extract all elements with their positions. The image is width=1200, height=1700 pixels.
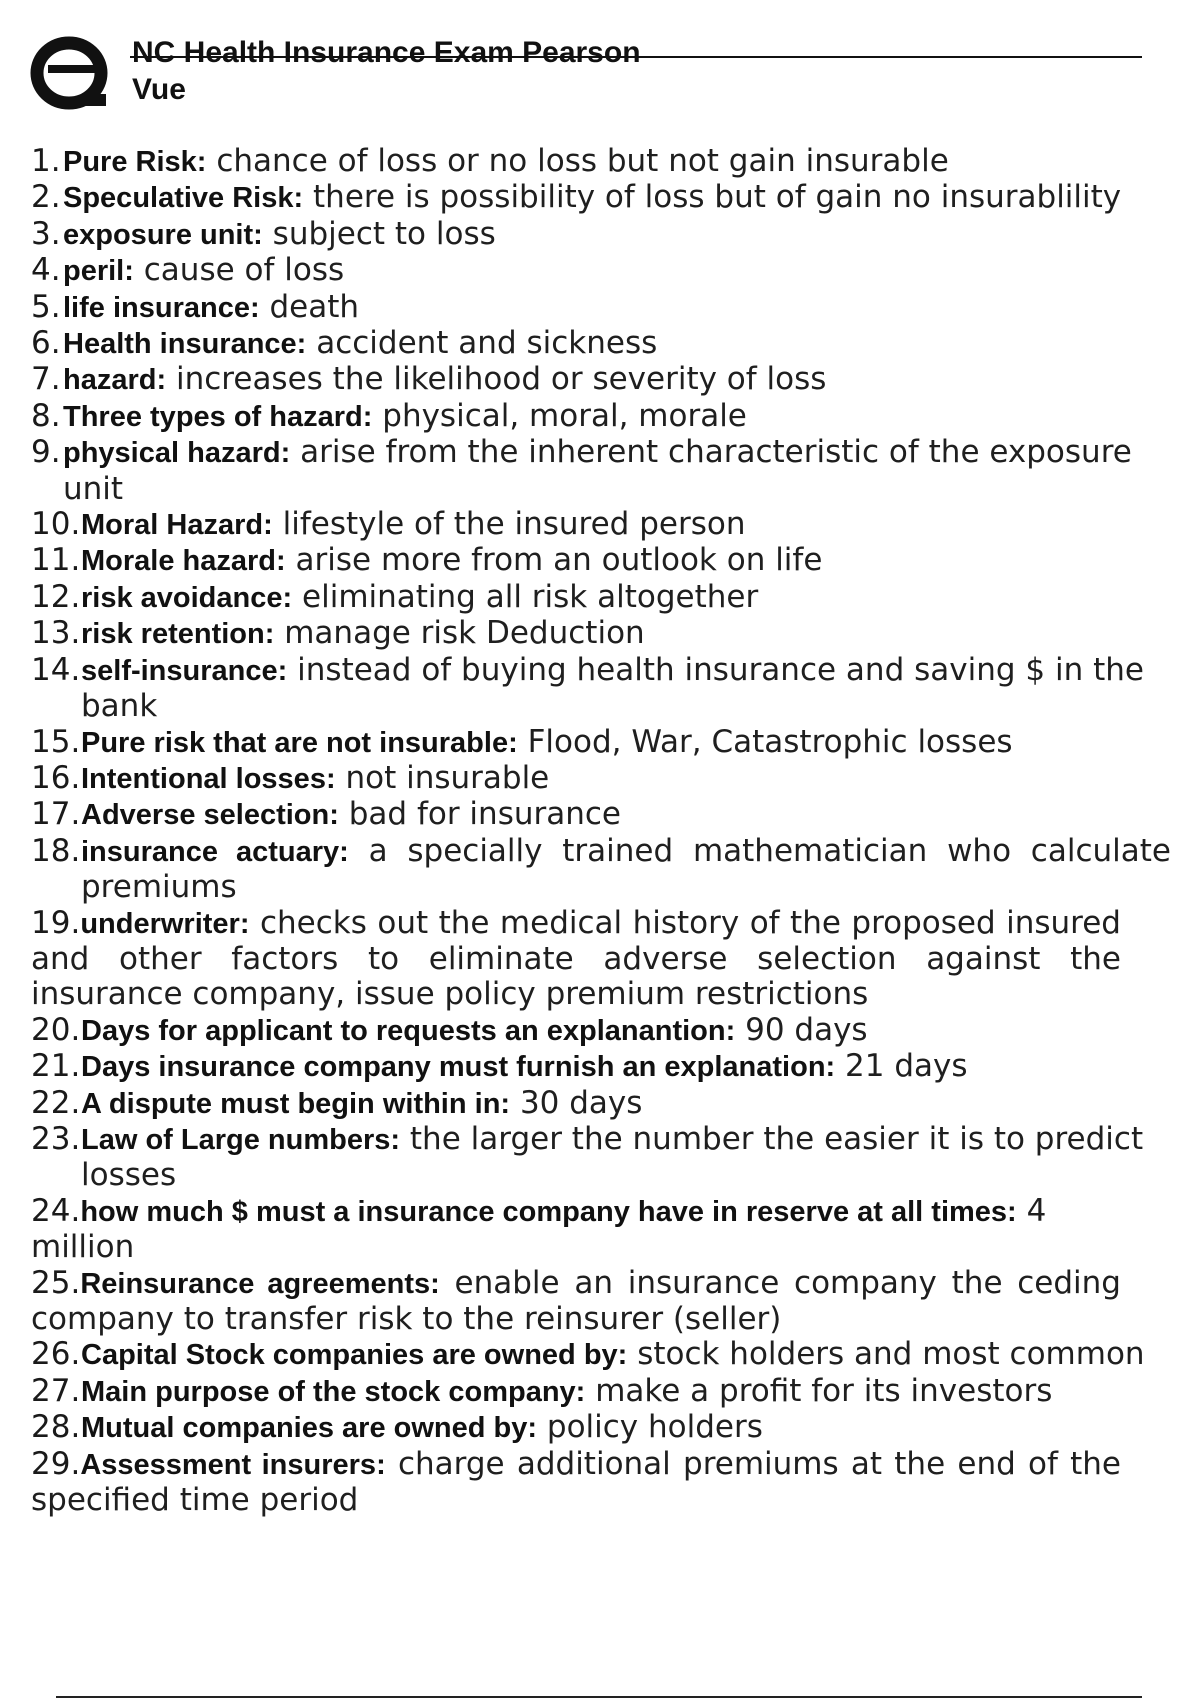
- list-item: [31, 1194, 1121, 1266]
- term: Days for applicant to requests an explanantion:: [81, 1014, 736, 1047]
- term: Speculative Risk:: [63, 182, 304, 215]
- definition: a specially trained mathematician who calculate premiums: [81, 832, 1171, 906]
- glossary-list: [31, 144, 1199, 1518]
- definition: make a profit for its investors: [595, 1372, 1053, 1409]
- term: Pure Risk:: [63, 146, 207, 178]
- term: Capital Stock companies are owned by:: [81, 1339, 628, 1372]
- item-number: 17.: [31, 796, 81, 833]
- list-item: [31, 834, 1171, 906]
- item-number: 28.: [31, 1409, 81, 1446]
- item-number: 20.: [31, 1011, 81, 1048]
- item-number: 5.: [31, 288, 61, 325]
- definition: there is possibility of loss but of gain no insurablility: [313, 179, 1122, 216]
- term: Law of Large numbers:: [81, 1123, 401, 1156]
- item-number: 21.: [31, 1048, 81, 1085]
- list-item: [31, 435, 1153, 507]
- definition: lifestyle of the insured person: [282, 506, 746, 543]
- footer-rule: [56, 1696, 1142, 1698]
- definition: policy holders: [546, 1409, 763, 1446]
- item-number: 13.: [31, 615, 81, 652]
- definition: checks out the medical history of the proposed insured and other factors to eliminate adverse selection against the insurance company, issue policy premium restrictions: [31, 904, 1121, 1013]
- definition: the larger the number the easier it is to predict losses: [81, 1120, 1144, 1194]
- document-title: NC Health Insurance Exam Pearson Vue: [132, 36, 641, 106]
- list-item: [31, 761, 1199, 797]
- logo-q-icon: [30, 34, 112, 114]
- definition: accident and sickness: [316, 325, 658, 362]
- definition: arise from the inherent characteristic of the exposure unit: [63, 434, 1132, 507]
- term: self-insurance:: [81, 654, 288, 687]
- item-number: 29.: [31, 1445, 81, 1482]
- definition: arise more from an outlook on life: [295, 542, 823, 579]
- item-number: 4.: [31, 252, 61, 289]
- list-item: [31, 1049, 1199, 1085]
- list-item: [31, 1266, 1121, 1338]
- list-item: [31, 1447, 1121, 1519]
- definition: subject to loss: [272, 215, 496, 252]
- definition: 4 million: [31, 1192, 1047, 1266]
- list-item: [31, 290, 1199, 326]
- definition: bad for insurance: [348, 796, 621, 833]
- list-item: [31, 580, 1199, 616]
- term: exposure unit:: [63, 218, 263, 251]
- term: life insurance:: [63, 291, 260, 324]
- term: Mutual companies are owned by:: [81, 1412, 538, 1445]
- definition: stock holders and most common: [637, 1336, 1145, 1373]
- definition: 30 days: [519, 1084, 643, 1121]
- term: Health insurance:: [63, 328, 307, 361]
- list-item: [31, 1410, 1199, 1446]
- list-item: [31, 906, 1121, 1013]
- list-item: [31, 507, 1199, 543]
- definition: death: [269, 288, 360, 325]
- definition: 21 days: [845, 1048, 968, 1085]
- list-item: [31, 180, 1199, 216]
- item-number: 25.: [31, 1264, 81, 1301]
- definition: increases the likelihood or severity of loss: [176, 361, 827, 398]
- item-number: 27.: [31, 1372, 81, 1409]
- list-item: [31, 797, 1199, 833]
- item-number: 6.: [31, 325, 61, 362]
- term: Morale hazard:: [81, 545, 286, 578]
- list-item: [31, 1374, 1199, 1410]
- item-number: 15.: [31, 723, 81, 760]
- term: physical hazard:: [63, 437, 291, 470]
- list-item: [31, 399, 1199, 435]
- definition: Flood, War, Catastrophic losses: [527, 723, 1013, 760]
- item-number: 1.: [31, 143, 61, 179]
- item-number: 23.: [31, 1120, 81, 1157]
- item-number: 7.: [31, 361, 61, 398]
- term: risk retention:: [81, 618, 275, 651]
- definition: physical, moral, morale: [382, 397, 747, 434]
- list-item: [31, 326, 1199, 362]
- list-item: [31, 616, 1199, 652]
- item-number: 12.: [31, 578, 81, 615]
- definition: chance of loss or no loss but not gain insurable: [216, 143, 949, 179]
- item-number: 24.: [31, 1192, 81, 1229]
- term: Pure risk that are not insurable:: [81, 726, 518, 759]
- definition: manage risk Deduction: [284, 615, 645, 652]
- definition: not insurable: [345, 759, 550, 796]
- definition: eliminating all risk altogether: [302, 578, 759, 615]
- list-item: [31, 725, 1199, 761]
- item-number: 26.: [31, 1336, 81, 1373]
- item-number: 11.: [31, 542, 81, 579]
- term: hazard:: [63, 364, 167, 397]
- term: A dispute must begin within in:: [81, 1087, 511, 1120]
- list-item: [31, 217, 1199, 253]
- term: how much $ must a insurance company have in reserve at all times:: [80, 1195, 1017, 1228]
- list-item: [31, 144, 1199, 180]
- list-item: [31, 543, 1199, 579]
- term: peril:: [63, 255, 134, 288]
- item-number: 3.: [31, 215, 61, 252]
- item-number: 19.: [31, 904, 81, 941]
- item-number: 18.: [31, 832, 81, 869]
- list-item: [31, 1122, 1171, 1194]
- term: Intentional losses:: [81, 762, 336, 795]
- item-number: 14.: [31, 651, 81, 688]
- term: Days insurance company must furnish an explanation:: [81, 1051, 836, 1084]
- term: Moral Hazard:: [81, 509, 273, 542]
- item-number: 2.: [31, 179, 61, 216]
- item-number: 22.: [31, 1084, 81, 1121]
- item-number: 8.: [31, 397, 61, 434]
- term: Adverse selection:: [81, 799, 339, 832]
- definition: cause of loss: [143, 252, 345, 289]
- document-header: [30, 30, 1142, 120]
- term: underwriter:: [80, 907, 250, 940]
- definition: enable an insurance company the ceding company to transfer risk to the reinsurer (seller): [31, 1264, 1121, 1337]
- list-item: [31, 1086, 1199, 1122]
- item-number: 9.: [31, 434, 61, 471]
- list-item: [31, 253, 1199, 289]
- term: Reinsurance agreements:: [80, 1267, 440, 1300]
- item-number: 10.: [31, 506, 81, 543]
- definition: charge additional premiums at the end of the specified time period: [31, 1445, 1122, 1519]
- list-item: [31, 362, 1199, 398]
- term: Main purpose of the stock company:: [81, 1375, 586, 1408]
- definition: 90 days: [745, 1011, 868, 1048]
- item-number: 16.: [31, 759, 81, 796]
- term: insurance actuary:: [81, 835, 349, 868]
- list-item: [31, 1013, 1199, 1049]
- list-item: [31, 653, 1171, 725]
- term: risk avoidance:: [81, 581, 293, 614]
- list-item: [31, 1337, 1171, 1373]
- term: Three types of hazard:: [63, 400, 373, 433]
- definition: instead of buying health insurance and saving $ in the bank: [81, 651, 1144, 725]
- term: Assessment insurers:: [80, 1448, 386, 1481]
